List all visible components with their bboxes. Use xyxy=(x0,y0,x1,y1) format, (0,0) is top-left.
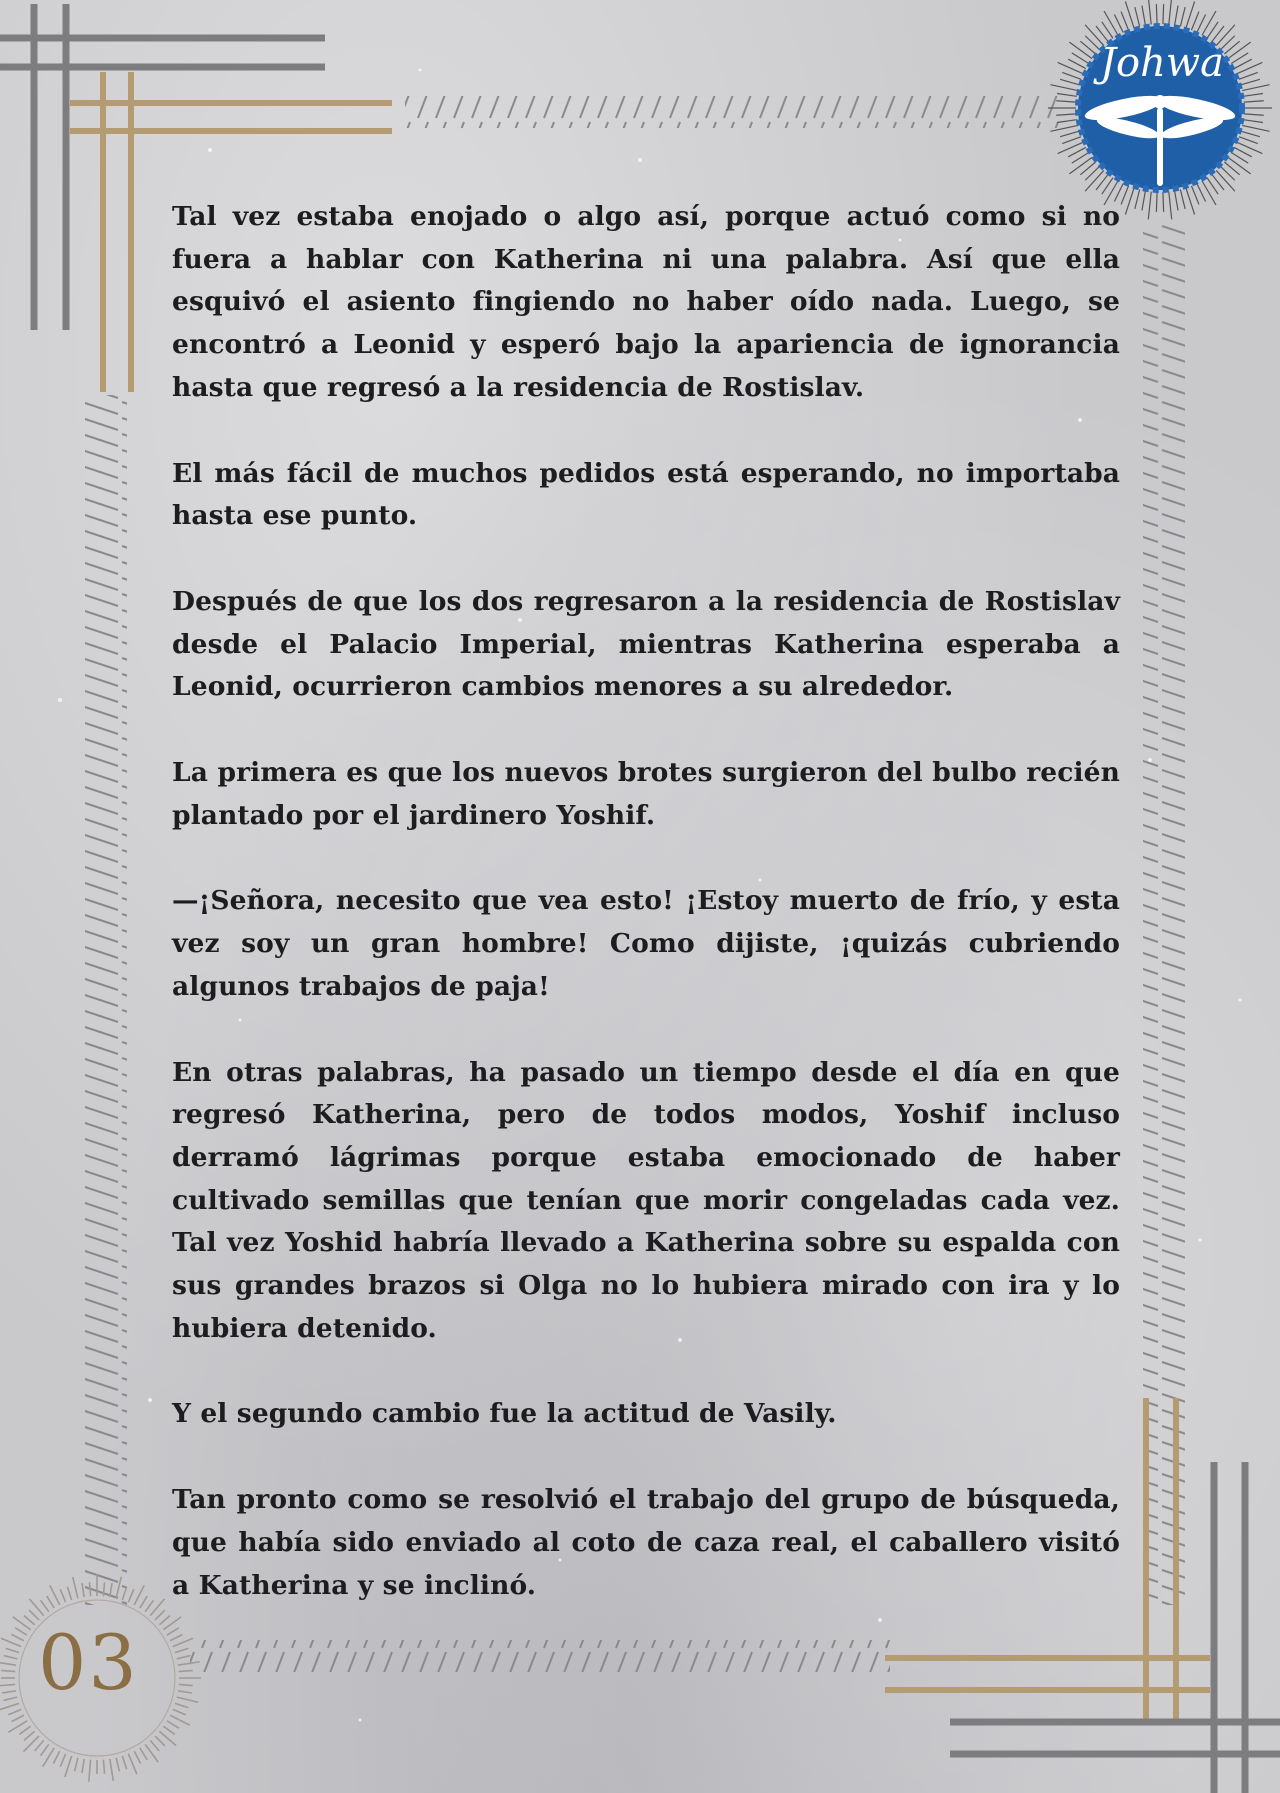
paragraph: El más fácil de muchos pedidos está esperando, no importaba hasta ese punto. xyxy=(172,457,1120,532)
chapter-text xyxy=(172,196,1120,1650)
paragraph: Tal vez estaba enojado o algo así, porque actuó como si no fuera a hablar con Katherina ni una palabra. Así que ella esquivó el asiento fingiendo no haber oído nada. Luego, se encontró a Leonid y esperó bajo la apariencia de ignorancia hasta que regresó a la residencia de Rostislav. xyxy=(172,201,1120,403)
logo-badge xyxy=(1048,0,1272,219)
paragraph: —¡Señora, necesito que vea esto! ¡Estoy muerto de frío, y esta vez soy un gran hombre! Como dijiste, ¡quizás cubriendo algunos trabajos de paja! xyxy=(172,885,1120,1002)
page-number: 03 xyxy=(38,1618,139,1707)
paragraph: Y el segundo cambio fue la actitud de Vasily. xyxy=(172,1398,837,1430)
paragraph: Tan pronto como se resolvió el trabajo del grupo de búsqueda, que había sido enviado al coto de caza real, el caballero visitó a Katherina y se inclinó. xyxy=(172,1484,1120,1601)
paragraph: En otras palabras, ha pasado un tiempo desde el día en que regresó Katherina, pero de todos modos, Yoshif incluso derramó lágrimas porque estaba emocionado de haber cultivado semillas que tenían que morir congeladas cada vez. Tal vez Yoshid habría llevado a Katherina sobre su espalda con sus grandes brazos si Olga no lo hubiera mirado con ira y lo hubiera detenido. xyxy=(172,1056,1120,1344)
logo-text: Johwa xyxy=(1100,40,1224,86)
paragraph: La primera es que los nuevos brotes surgieron del bulbo recién plantado por el jardinero Yoshif. xyxy=(172,757,1120,831)
paragraph: Después de que los dos regresaron a la residencia de Rostislav desde el Palacio Imperial, mientras Katherina esperaba a Leonid, ocurrieron cambios menores a su alrededor. xyxy=(172,585,1120,703)
